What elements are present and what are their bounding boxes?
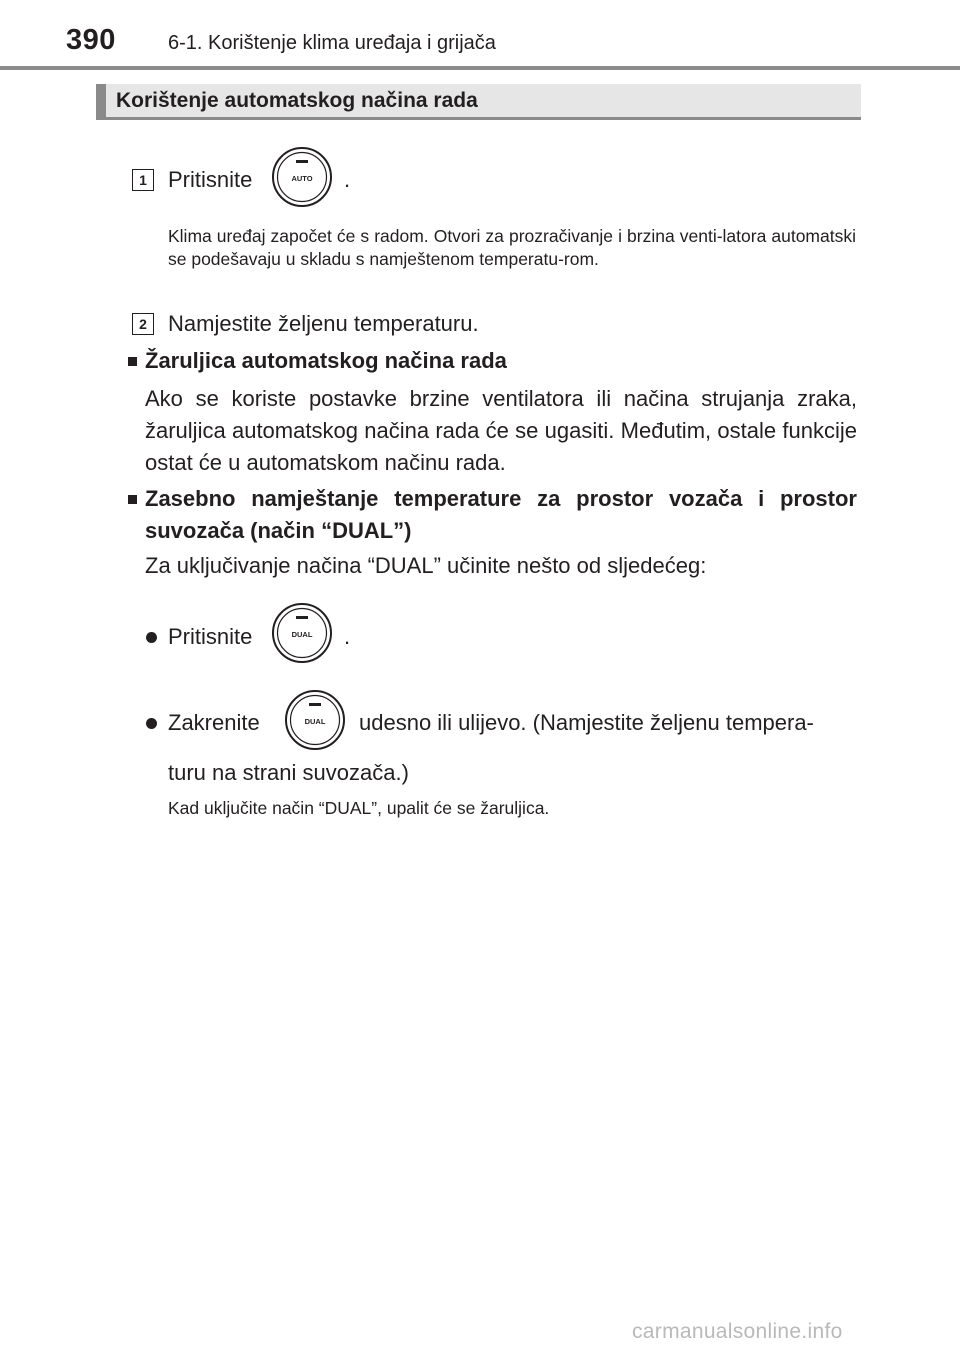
dual-button-label: DUAL: [304, 717, 326, 726]
step-1-period: .: [344, 167, 351, 192]
square-bullet-icon: [128, 495, 137, 504]
page-number: 390: [66, 24, 116, 56]
dual-intro: Za uključivanje načina “DUAL” učinite nešto od sljedećeg:: [145, 553, 707, 578]
dual-option-1-period: .: [344, 624, 351, 649]
header-divider: [0, 66, 960, 70]
auto-button-icon: [271, 146, 333, 208]
chapter-title: 6-1. Korištenje klima uređaja i grijača: [168, 32, 496, 54]
step-2-text: Namjestite željenu temperaturu.: [168, 311, 479, 336]
dual-button-label: DUAL: [291, 630, 313, 639]
dual-option-1-text: Pritisnite: [168, 624, 253, 649]
dual-heading: Zasebno namještanje temperature za prostor vozača i prostor suvozača (način “DUAL”): [145, 486, 857, 543]
auto-lamp-heading: Žaruljica automatskog načina rada: [145, 348, 507, 373]
auto-lamp-body: Ako se koriste postavke brzine ventilatora ili načina strujanja zraka, žaruljica automatskog načina rada će se ugasiti. Međutim, ostale funkcije ostat će u automatskom načinu rada.: [145, 386, 857, 475]
round-bullet-icon: [146, 632, 157, 643]
section-heading-bar: [96, 84, 861, 120]
dual-option-2-continuation: turu na strani suvozača.): [168, 760, 409, 785]
dual-option-2-text: Zakrenite: [168, 710, 260, 735]
square-bullet-icon: [128, 357, 137, 366]
step-1-note: Klima uređaj započet će s radom. Otvori za prozračivanje i brzina venti-latora automatski se podešavaju u skladu s namještenom temperatu-rom.: [168, 226, 856, 269]
step-number-1: 1: [132, 169, 154, 191]
round-bullet-icon: [146, 718, 157, 729]
section-title: Korištenje automatskog načina rada: [116, 89, 478, 112]
dual-button-icon: [284, 689, 346, 751]
step-1-text: Pritisnite: [168, 167, 253, 192]
dual-option-2-text-after: udesno ili ulijevo. (Namjestite željenu tempera-: [359, 710, 814, 735]
step-number-2: 2: [132, 313, 154, 335]
footer-watermark: carmanualsonline.info: [632, 1320, 843, 1343]
dual-note: Kad uključite način “DUAL”, upalit će se žaruljica.: [168, 798, 550, 818]
dual-button-icon: [271, 602, 333, 664]
auto-button-label: AUTO: [291, 174, 313, 183]
